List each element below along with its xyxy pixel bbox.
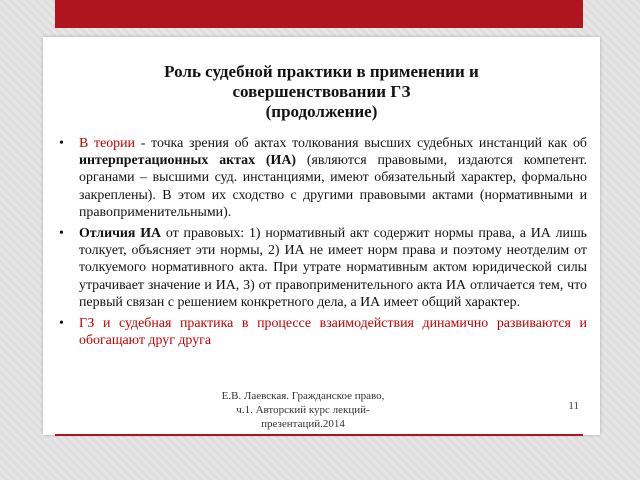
footer-line: презентаций.2014: [261, 418, 345, 430]
title-line: совершенствовании ГЗ: [232, 82, 411, 101]
title-line: (продолжение): [265, 102, 378, 121]
bullet-lead: Отличия ИА: [79, 226, 162, 242]
bullet-lead: В теории: [79, 136, 135, 151]
slide-footer: [203, 389, 403, 431]
bullet-list: [59, 135, 587, 353]
title-line: Роль судебной практики в применении и: [164, 62, 479, 81]
bullet-text: - точка зрения об актах толкования высших судебных инстанций как об: [135, 136, 587, 151]
bullet-bold-term: интерпретационных актах (ИА): [79, 153, 297, 169]
bullet-text: (являются правовыми, издаются компетент. органами – высшими суд. инстанциями, имеют обязательный характер, формально закреплены). В этом их сходство с другими правовыми актами (нормативными и правоприменительными).: [79, 153, 587, 220]
footer-line: ч.1. Авторский курс лекций-: [236, 404, 370, 416]
bullet-marker: •: [59, 226, 64, 242]
top-accent-bar: [55, 0, 583, 28]
bullet-item-differences: [59, 225, 587, 311]
slide: [43, 37, 600, 435]
bullet-marker: •: [59, 316, 64, 332]
slide-title: [43, 62, 600, 122]
bullet-item-theory: [59, 135, 587, 221]
bullet-text: ГЗ и судебная практика в процессе взаимодействия динамично развиваются и обогащают друг друга: [79, 316, 587, 349]
footer-line: Е.В. Лаевская. Гражданское право,: [221, 390, 385, 402]
bullet-marker: •: [59, 136, 64, 151]
page-number: 11: [568, 400, 579, 412]
bullet-text: от правовых: 1) нормативный акт содержит нормы права, а ИА лишь толкует, объясняет эти нормы, 2) ИА не имеет норм права и поэтому неотделим от толкуемого нормативного акта. При утрате нормативным актом юридической силы утрачивает значение и ИА, 3) от правоприменительного акта ИА отличается тем, что первый связан с решением конкретного дела, а ИА имеет общий характер.: [79, 226, 587, 310]
bullet-item-conclusion: [59, 315, 587, 349]
bottom-accent-rule: [55, 434, 583, 436]
